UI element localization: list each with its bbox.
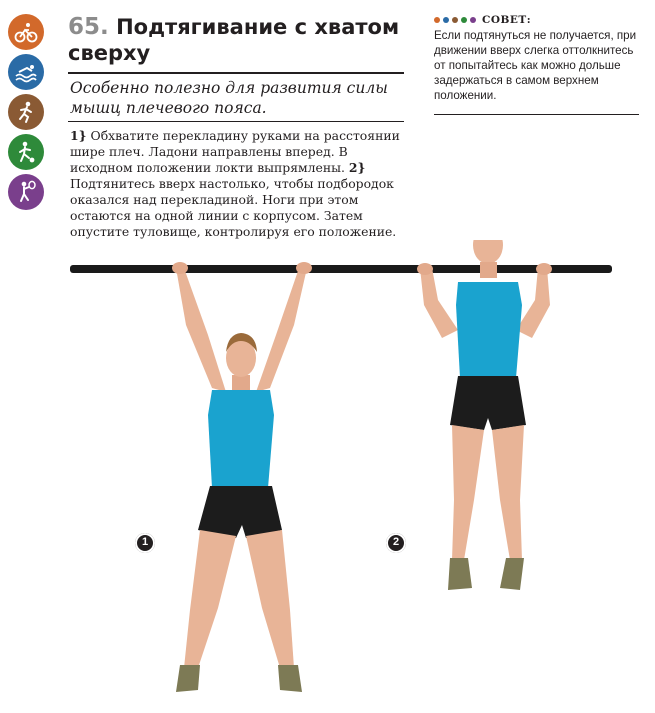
swimming-icon (8, 54, 44, 90)
figure-pulled-up (417, 240, 552, 590)
tip-dot (470, 17, 476, 23)
tip-dot (434, 17, 440, 23)
exercise-subtitle: Особенно полезно для развития силы мышц плечевого пояса. (70, 79, 388, 117)
step-1-marker: 1} (70, 128, 87, 143)
title-divider (68, 72, 404, 74)
step-2-marker: 2} (348, 160, 366, 175)
exercise-number: 65. (68, 14, 109, 40)
pullup-bar (70, 265, 612, 273)
running-icon (8, 94, 44, 130)
page-title (68, 14, 408, 66)
instructions-text (70, 128, 404, 240)
subtitle-divider (68, 121, 404, 122)
tip-label: СОВЕТ: (482, 14, 532, 26)
step-2-badge: 2 (386, 533, 406, 553)
tip-dot (443, 17, 449, 23)
tennis-icon (8, 174, 44, 210)
step-1-text: Обхватите перекладину руками на расстоянии шире плеч. Ладони направлены вперед. В исходном положении локти выпрямлены. (70, 128, 400, 175)
exercise-title: Подтягивание с хватом сверху (68, 15, 400, 65)
tip-dot (461, 17, 467, 23)
figure-hanging (172, 262, 312, 692)
soccer-icon (8, 134, 44, 170)
cycling-icon (8, 14, 44, 50)
tip-divider (434, 114, 639, 115)
tip-header (434, 14, 639, 26)
step-1-badge: 1 (135, 533, 155, 553)
tip-dot (452, 17, 458, 23)
exercise-illustration (0, 240, 655, 713)
sport-icons-column (8, 14, 48, 214)
tip-box (434, 14, 639, 103)
tip-text: Если подтянуться не получается, при движении вверх слегка оттолкнитесь от попытайтесь как можно дольше задержаться в самом верхнем положении. (434, 29, 637, 102)
step-2-text: Подтянитесь вверх настолько, чтобы подбородок оказался над перекладиной. Ноги при этом остаются на одной линии с корпусом. Затем опустите туловище, контролируя его положение. (70, 176, 397, 239)
